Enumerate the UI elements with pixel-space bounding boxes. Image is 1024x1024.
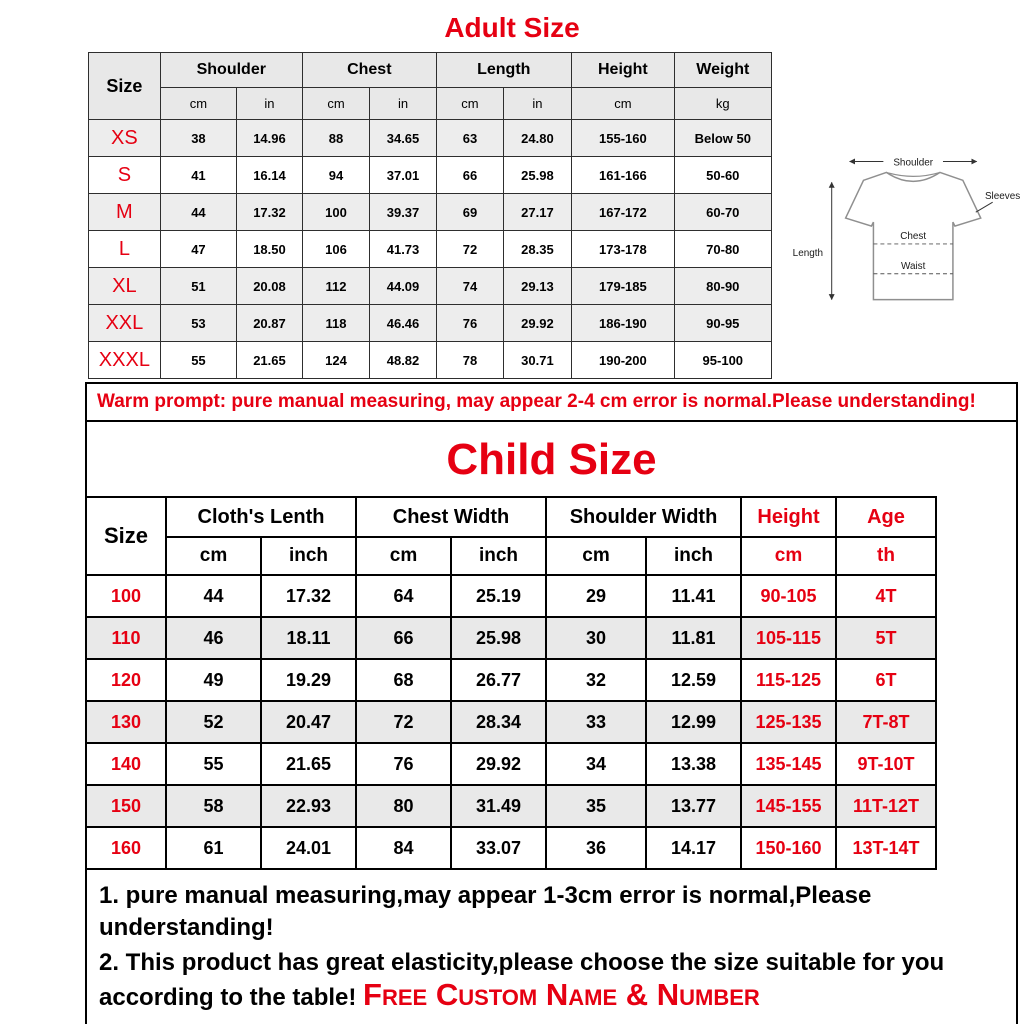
value-cell: 173-178: [571, 231, 674, 268]
value-cell: 76: [436, 305, 503, 342]
child-units-row: [86, 537, 936, 575]
value-cell: 46: [166, 617, 261, 659]
collar-line-icon: [886, 172, 940, 176]
value-cell: 30: [546, 617, 646, 659]
adult-size-title: Adult Size: [444, 12, 580, 43]
notes-section: [87, 870, 1016, 1022]
value-cell: 21.65: [237, 342, 303, 379]
value-cell: 47: [160, 231, 236, 268]
value-cell: 18.50: [237, 231, 303, 268]
value-cell: 25.98: [451, 617, 546, 659]
height-cell: 90-105: [741, 575, 836, 617]
value-cell: 60-70: [675, 194, 772, 231]
value-cell: 34: [546, 743, 646, 785]
value-cell: 64: [356, 575, 451, 617]
value-cell: 21.65: [261, 743, 356, 785]
height-cell: 115-125: [741, 659, 836, 701]
unit-cell: inch: [261, 537, 356, 575]
value-cell: 74: [436, 268, 503, 305]
height-cell: 125-135: [741, 701, 836, 743]
height-cell: 105-115: [741, 617, 836, 659]
value-cell: 29.92: [504, 305, 572, 342]
warm-prompt-text: Warm prompt: pure manual measuring, may appear 2-4 cm error is normal.Please understanding!: [97, 391, 976, 412]
value-cell: 17.32: [237, 194, 303, 231]
unit-cell: th: [836, 537, 936, 575]
value-cell: 35: [546, 785, 646, 827]
unit-cell: cm: [166, 537, 261, 575]
value-cell: 26.77: [451, 659, 546, 701]
value-cell: 78: [436, 342, 503, 379]
value-cell: 16.14: [237, 157, 303, 194]
unit-cell: cm: [571, 88, 674, 120]
value-cell: 124: [302, 342, 369, 379]
value-cell: 161-166: [571, 157, 674, 194]
table-row: [86, 785, 936, 827]
size-cell: 140: [86, 743, 166, 785]
value-cell: 66: [356, 617, 451, 659]
value-cell: 186-190: [571, 305, 674, 342]
value-cell: 13.38: [646, 743, 741, 785]
value-cell: 20.87: [237, 305, 303, 342]
age-cell: 5T: [836, 617, 936, 659]
age-cell: 6T: [836, 659, 936, 701]
height-cell: 150-160: [741, 827, 836, 869]
size-cell: XL: [89, 268, 161, 305]
size-cell: 100: [86, 575, 166, 617]
child-col-height: Height: [741, 497, 836, 537]
value-cell: 28.34: [451, 701, 546, 743]
value-cell: 46.46: [370, 305, 437, 342]
unit-cell: in: [370, 88, 437, 120]
shoulder-label: Shoulder: [892, 157, 933, 169]
value-cell: 90-95: [675, 305, 772, 342]
size-cell: 150: [86, 785, 166, 827]
value-cell: 11.41: [646, 575, 741, 617]
size-cell: XXXL: [89, 342, 161, 379]
adult-col-size: Size: [89, 53, 161, 120]
value-cell: 72: [356, 701, 451, 743]
height-cell: 145-155: [741, 785, 836, 827]
value-cell: 24.01: [261, 827, 356, 869]
value-cell: 76: [356, 743, 451, 785]
note-2-text: 2. This product has great elasticity,please choose the size suitable for you according to the table!: [99, 949, 945, 1012]
size-cell: L: [89, 231, 161, 268]
age-cell: 11T-12T: [836, 785, 936, 827]
value-cell: 11.81: [646, 617, 741, 659]
value-cell: 95-100: [675, 342, 772, 379]
value-cell: 28.35: [504, 231, 572, 268]
value-cell: 55: [166, 743, 261, 785]
child-section: [85, 422, 1018, 1024]
value-cell: 32: [546, 659, 646, 701]
value-cell: 80: [356, 785, 451, 827]
value-cell: 24.80: [504, 120, 572, 157]
value-cell: 50-60: [675, 157, 772, 194]
value-cell: 41: [160, 157, 236, 194]
size-cell: S: [89, 157, 161, 194]
value-cell: 34.65: [370, 120, 437, 157]
value-cell: 38: [160, 120, 236, 157]
value-cell: 44: [166, 575, 261, 617]
value-cell: 61: [166, 827, 261, 869]
unit-cell: cm: [356, 537, 451, 575]
age-cell: 4T: [836, 575, 936, 617]
value-cell: 167-172: [571, 194, 674, 231]
adult-col-shoulder: Shoulder: [160, 53, 302, 88]
value-cell: 80-90: [675, 268, 772, 305]
length-label: Length: [792, 247, 823, 259]
value-cell: 13.77: [646, 785, 741, 827]
value-cell: 39.37: [370, 194, 437, 231]
unit-cell: cm: [436, 88, 503, 120]
child-col-age: Age: [836, 497, 936, 537]
age-cell: 7T-8T: [836, 701, 936, 743]
size-cell: M: [89, 194, 161, 231]
value-cell: 20.08: [237, 268, 303, 305]
value-cell: Below 50: [675, 120, 772, 157]
value-cell: 33: [546, 701, 646, 743]
value-cell: 29.92: [451, 743, 546, 785]
adult-col-weight: Weight: [675, 53, 772, 88]
unit-cell: cm: [160, 88, 236, 120]
table-row: [89, 305, 772, 342]
value-cell: 31.49: [451, 785, 546, 827]
value-cell: 179-185: [571, 268, 674, 305]
value-cell: 94: [302, 157, 369, 194]
adult-header-row: [89, 53, 772, 88]
value-cell: 14.96: [237, 120, 303, 157]
value-cell: 49: [166, 659, 261, 701]
table-row: [89, 120, 772, 157]
value-cell: 51: [160, 268, 236, 305]
value-cell: 84: [356, 827, 451, 869]
unit-cell: cm: [741, 537, 836, 575]
value-cell: 100: [302, 194, 369, 231]
value-cell: 19.29: [261, 659, 356, 701]
value-cell: 20.47: [261, 701, 356, 743]
value-cell: 58: [166, 785, 261, 827]
free-custom-text: Free Custom Name & Number: [363, 977, 760, 1013]
adult-col-chest: Chest: [302, 53, 436, 88]
table-row: [86, 743, 936, 785]
table-row: [89, 268, 772, 305]
adult-col-length: Length: [436, 53, 571, 88]
table-row: [89, 342, 772, 379]
child-size-title: Child Size: [446, 435, 657, 484]
value-cell: 29.13: [504, 268, 572, 305]
value-cell: 22.93: [261, 785, 356, 827]
value-cell: 25.19: [451, 575, 546, 617]
table-row: [89, 231, 772, 268]
table-row: [86, 827, 936, 869]
value-cell: 88: [302, 120, 369, 157]
note-2: [99, 947, 1004, 1013]
value-cell: 12.59: [646, 659, 741, 701]
value-cell: 44: [160, 194, 236, 231]
table-row: [86, 617, 936, 659]
value-cell: 18.11: [261, 617, 356, 659]
waist-label: Waist: [900, 260, 925, 272]
table-row: [86, 575, 936, 617]
value-cell: 33.07: [451, 827, 546, 869]
value-cell: 118: [302, 305, 369, 342]
value-cell: 12.99: [646, 701, 741, 743]
unit-cell: cm: [546, 537, 646, 575]
value-cell: 25.98: [504, 157, 572, 194]
unit-cell: cm: [302, 88, 369, 120]
table-row: [89, 194, 772, 231]
sleeves-pointer-line: [975, 202, 992, 212]
age-cell: 9T-10T: [836, 743, 936, 785]
value-cell: 63: [436, 120, 503, 157]
value-cell: 155-160: [571, 120, 674, 157]
size-cell: 130: [86, 701, 166, 743]
size-cell: 160: [86, 827, 166, 869]
size-cell: XS: [89, 120, 161, 157]
child-col-chest-width: Chest Width: [356, 497, 546, 537]
size-cell: 120: [86, 659, 166, 701]
chest-label: Chest: [899, 230, 926, 242]
value-cell: 14.17: [646, 827, 741, 869]
adult-col-height: Height: [571, 53, 674, 88]
value-cell: 29: [546, 575, 646, 617]
value-cell: 66: [436, 157, 503, 194]
value-cell: 68: [356, 659, 451, 701]
value-cell: 70-80: [675, 231, 772, 268]
child-size-table: [85, 496, 937, 870]
unit-cell: kg: [675, 88, 772, 120]
unit-cell: inch: [646, 537, 741, 575]
value-cell: 55: [160, 342, 236, 379]
value-cell: 69: [436, 194, 503, 231]
value-cell: 48.82: [370, 342, 437, 379]
size-cell: 110: [86, 617, 166, 659]
table-row: [86, 701, 936, 743]
value-cell: 72: [436, 231, 503, 268]
child-col-cloth-length: Cloth's Lenth: [166, 497, 356, 537]
value-cell: 17.32: [261, 575, 356, 617]
tshirt-measure-diagram: [786, 144, 1024, 324]
adult-size-table: [88, 52, 772, 379]
value-cell: 41.73: [370, 231, 437, 268]
value-cell: 106: [302, 231, 369, 268]
note-1: 1. pure manual measuring,may appear 1-3cm error is normal,Please understanding!: [99, 882, 872, 941]
value-cell: 36: [546, 827, 646, 869]
adult-units-row: [89, 88, 772, 120]
unit-cell: inch: [451, 537, 546, 575]
table-row: [86, 659, 936, 701]
table-row: [89, 157, 772, 194]
unit-cell: in: [237, 88, 303, 120]
warm-prompt-box: [85, 382, 1018, 422]
value-cell: 190-200: [571, 342, 674, 379]
value-cell: 112: [302, 268, 369, 305]
value-cell: 37.01: [370, 157, 437, 194]
child-header-row: [86, 497, 936, 537]
value-cell: 44.09: [370, 268, 437, 305]
value-cell: 27.17: [504, 194, 572, 231]
value-cell: 52: [166, 701, 261, 743]
unit-cell: in: [504, 88, 572, 120]
height-cell: 135-145: [741, 743, 836, 785]
child-col-size: Size: [86, 497, 166, 575]
sleeves-label: Sleeves: [984, 191, 1020, 203]
age-cell: 13T-14T: [836, 827, 936, 869]
child-col-shoulder-width: Shoulder Width: [546, 497, 741, 537]
size-cell: XXL: [89, 305, 161, 342]
adult-section: [88, 52, 1024, 379]
value-cell: 53: [160, 305, 236, 342]
value-cell: 30.71: [504, 342, 572, 379]
